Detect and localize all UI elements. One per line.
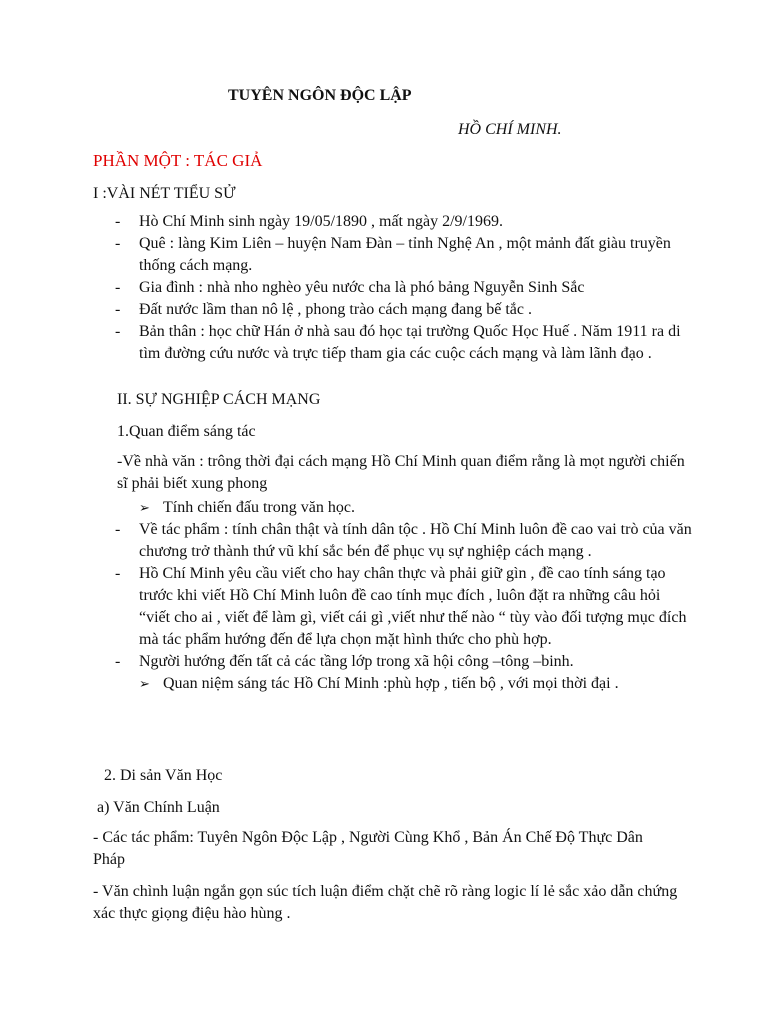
dash-bullet: - xyxy=(115,653,121,670)
dash-bullet: - xyxy=(115,213,121,230)
list-item: - Hò Chí Minh sinh ngày 19/05/1890 , mất ngày 2/9/1969. xyxy=(93,211,693,233)
subsection-heading: 1.Quan điểm sáng tác xyxy=(117,423,256,440)
dash-bullet: - xyxy=(115,521,121,538)
dash-bullet: - xyxy=(115,323,121,340)
writer-paragraph: -Về nhà văn : trông thời đại cách mạng Hồ Chí Minh quan điểm rằng là mọt người chiến sĩ phải biết xung phong xyxy=(117,453,685,492)
list-item: - Người hướng đến tất cả các tầng lớp trong xã hội công –tông –binh. xyxy=(93,651,693,673)
dash-bullet: - xyxy=(115,279,121,296)
author-name: HỒ CHÍ MINH. xyxy=(458,121,562,138)
subsection-heading: 2. Di sản Văn Học xyxy=(104,767,223,784)
document-title: TUYÊN NGÔN ĐỘC LẬP xyxy=(228,87,412,104)
style-paragraph: - Văn chình luận ngắn gọn súc tích luận điểm chặt chẽ rõ ràng logic lí lẻ sắc xảo dẫn chứng xác thực giọng điệu hào hùng . xyxy=(93,883,678,922)
dash-bullet: - xyxy=(115,301,121,318)
works-paragraph: - Các tác phẩm: Tuyên Ngôn Độc Lập , Người Cùng Khổ , Bản Án Chế Độ Thực Dân Pháp xyxy=(93,829,643,868)
list-item: - Đất nước lầm than nô lệ , phong trào cách mạng đang bế tắc . xyxy=(93,299,693,321)
part-one-heading: PHẦN MỘT : TÁC GIẢ xyxy=(93,151,263,170)
section1-heading: I :VÀI NÉT TIỂU SỬ xyxy=(93,185,236,202)
list-item: - Về tác phẩm : tính chân thật và tính dân tộc . Hồ Chí Minh luôn đề cao vai trò của văn chương trở thành thứ vũ khí sắc bén để phục vụ sự nghiệp cách mạng . xyxy=(115,521,692,560)
list-item: ➢ Quan niệm sáng tác Hồ Chí Minh :phù hợp , tiến bộ , với mọi thời đại . xyxy=(93,673,693,695)
list-item: - Gia đình : nhà nho nghèo yêu nước cha là phó bảng Nguyễn Sinh Sắc xyxy=(93,277,693,299)
arrow-bullet-icon: ➢ xyxy=(139,500,150,515)
list-item: ➢ Tính chiến đấu trong văn học. xyxy=(93,497,693,519)
list-item: - Quê : làng Kim Liên – huyện Nam Đàn – tỉnh Nghệ An , một mảnh đất giàu truyền thống cách mạng. xyxy=(115,235,671,274)
biography-list xyxy=(93,211,693,365)
list-item: - Bản thân : học chữ Hán ở nhà sau đó học tại trường Quốc Học Huế . Năm 1911 ra di tìm đường cứu nước và trực tiếp tham gia các cuộc cách mạng và làm lãnh đạo . xyxy=(115,323,681,362)
subsection-heading: a) Văn Chính Luận xyxy=(97,799,220,816)
arrow-bullet-icon: ➢ xyxy=(139,676,150,691)
dash-bullet: - xyxy=(115,235,121,252)
section2-heading: II. SỰ NGHIỆP CÁCH MẠNG xyxy=(117,391,321,408)
list-item: - Hồ Chí Minh yêu cầu viết cho hay chân thực và phải giữ gìn , đề cao tính sáng tạo trước khi viết Hồ Chí Minh luôn đề cao tính mục đích , luôn đặt ra những câu hỏi “viết cho ai , viết để làm gì, viết cái gì ,viết như thế nào “ tùy vào đối tượng mục đích mà tác phẩm hướng đến để lựa chọn mặt hình thức cho phù hợp. xyxy=(115,565,687,648)
viewpoint-list xyxy=(93,497,693,695)
dash-bullet: - xyxy=(115,565,121,582)
